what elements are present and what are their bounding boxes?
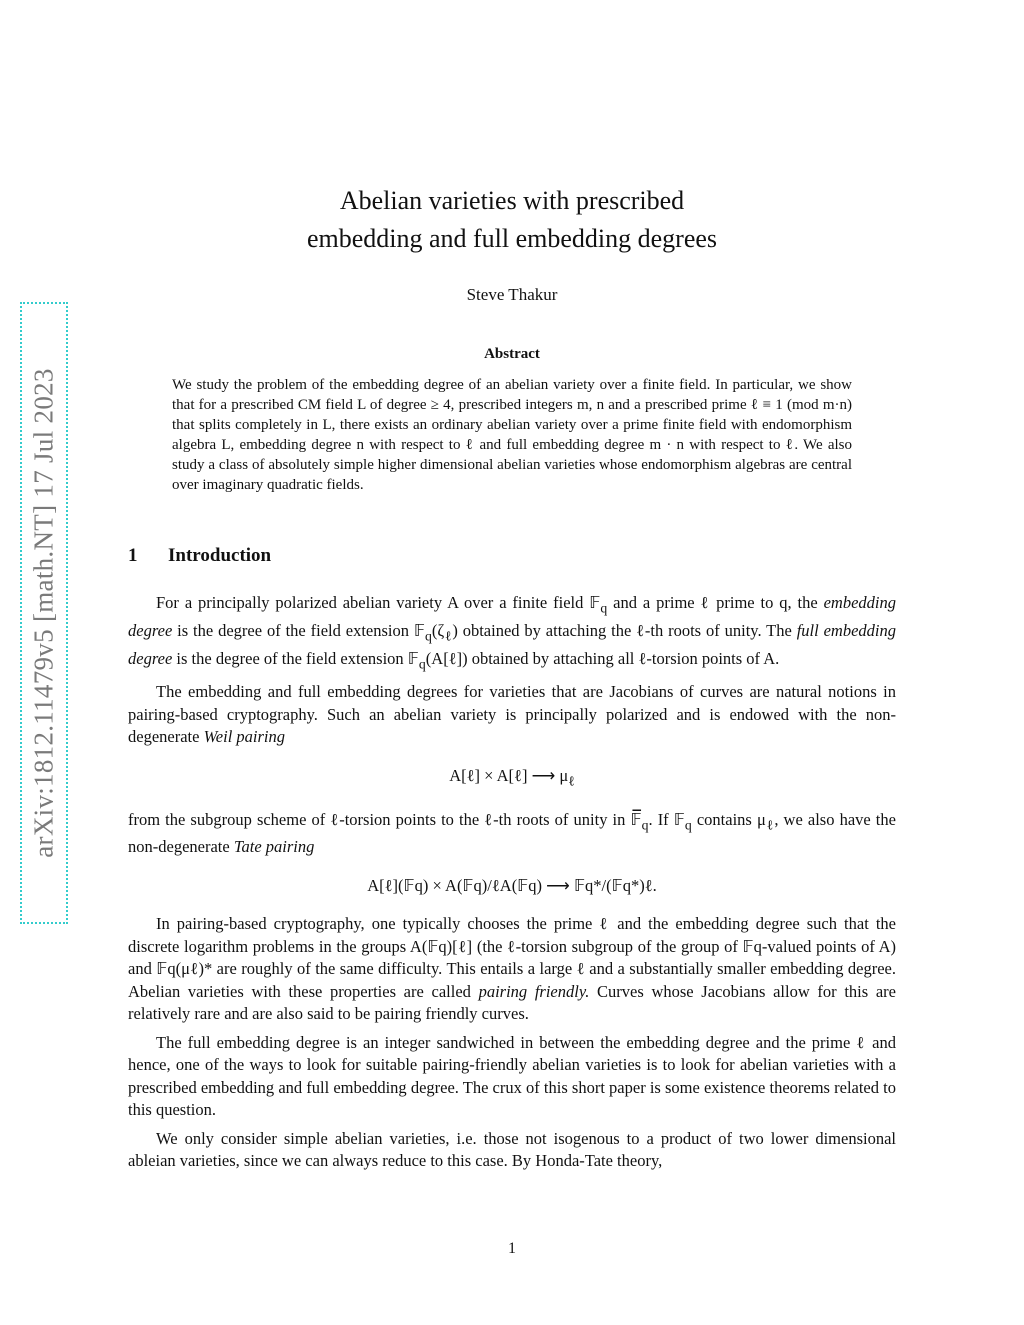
paragraph-1: For a principally polarized abelian variety A over a finite field 𝔽$_q$ and a prime ℓ prime to q, the embedding degree is the degree of the field extension $𝔽_q(\zeta_\ell)$ obtained by attaching the ℓ-th roots of unity. The full embedding degree is the degree of the field extension 𝔽$_q$(A[ℓ]) obtained by attaching all ℓ-torsion points of A.: [128, 593, 897, 671]
paper-title: [128, 182, 896, 258]
paragraph-4: In pairing-based cryptography, one typically chooses the prime ℓ and the embedding degree such that the discrete logarithm problems in the groups A(𝔽q)[ℓ] (the ℓ-torsion subgroup of the group of 𝔽q-valued points of A) and 𝔽q(μℓ)* are roughly of the same difficulty. This entails a large ℓ and a substantially smaller embedding degree. Abelian varieties with these properties are called pairing friendly. Curves whose Jacobians allow for this are relatively rare and are also said to be pairing friendly curves.: [128, 914, 896, 1024]
arxiv-identifier: arXiv:1812.11479v5 [math.NT] 17 Jul 2023: [28, 368, 59, 858]
equation-weil-pairing: A[ℓ] × A[ℓ] ⟶ $\mu_\ell$: [449, 765, 575, 789]
paragraph-5: The full embedding degree is an integer sandwiched in between the embedding degree and the prime ℓ and hence, one of the ways to look for suitable pairing-friendly abelian varieties is to look for abelian varieties with a prescribed embedding and full embedding degree. The crux of this short paper is some existence theorems related to this question.: [128, 1032, 896, 1120]
title-line-2: embedding and full embedding degrees: [306, 224, 718, 253]
title-line-1: Abelian varieties with prescribed: [339, 186, 685, 215]
paragraph-2: The embedding and full embedding degrees for varieties that are Jacobians of curves are natural notions in pairing-based cryptography. Such an abelian variety is principally polarized and is endowed with the non-degenerate Weil pairing: [128, 682, 896, 747]
abstract-heading: Abstract: [484, 346, 540, 362]
arxiv-sidebar-stamp: [20, 302, 68, 924]
equation-tate-pairing: A[ℓ](𝔽q) × A(𝔽q)/ℓA(𝔽q) ⟶ 𝔽q*/(𝔽q*)ℓ.: [367, 875, 657, 895]
section-title: Introduction: [168, 545, 272, 566]
section-number: 1: [128, 545, 138, 566]
author-name: Steve Thakur: [466, 285, 558, 304]
body-text: [128, 592, 896, 1179]
page-number: 1: [508, 1240, 516, 1257]
paragraph-3: from the subgroup scheme of ℓ-torsion points to the ℓ-th roots of unity in $𝔽̅_q$. If 𝔽$_q$ contains $\mu_\ell$, we also have the non-degenerate Tate pairing: [128, 809, 896, 857]
section-heading: [128, 545, 271, 567]
abstract-text: We study the problem of the embedding degree of an abelian variety over a finite field. In particular, we show that for a prescribed CM field L of degree ≥ 4, prescribed integers m, n and a prescribed prime ℓ ≡ 1 (mod m·n) that splits completely in L, there exists an ordinary abelian variety over a prime finite field with endomorphism algebra L, embedding degree n with respect to ℓ and full embedding degree m · n with respect to ℓ. We also study a class of absolutely simple higher dimensional abelian varieties whose endomorphism algebras are central over imaginary quadratic fields.: [172, 377, 852, 493]
paragraph-6: We only consider simple abelian varieties, i.e. those not isogenous to a product of two lower dimensional ableian varieties, since we can always reduce to this case. By Honda-Tate theory,: [128, 1128, 896, 1171]
